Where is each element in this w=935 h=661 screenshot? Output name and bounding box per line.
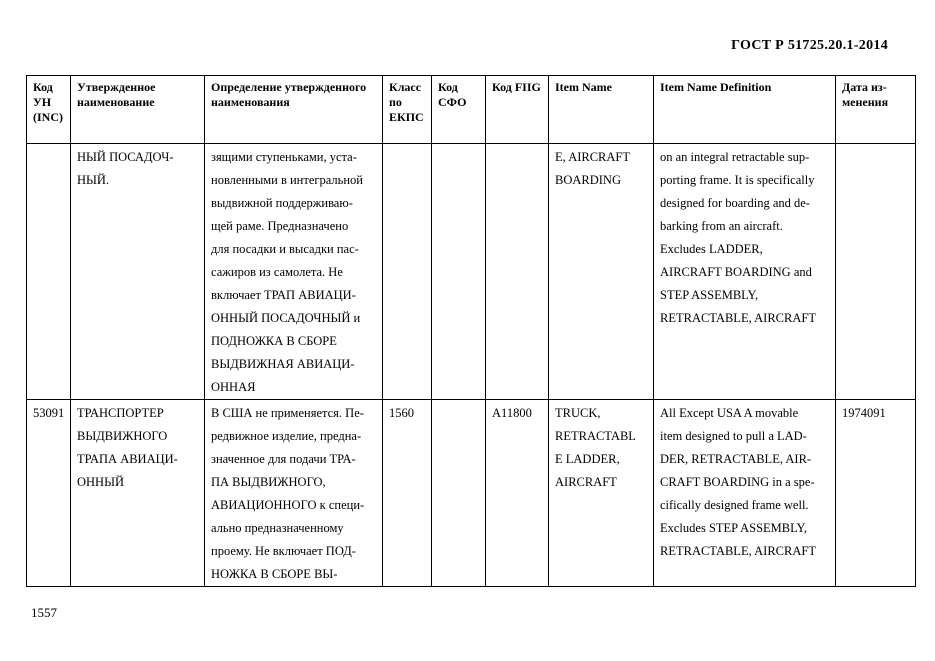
- cell-text-line: porting frame. It is specifically: [660, 173, 815, 187]
- cell-text-line: ВЫДВИЖНАЯ АВИАЦИ-: [211, 357, 355, 371]
- cell-ekps: [383, 144, 432, 400]
- cell-text-line: ально предназначенному: [211, 521, 344, 535]
- table-row: [27, 400, 916, 587]
- column-header-approved-name: Утвержденное наименование: [71, 76, 205, 144]
- cell-text-line: on an integral retractable sup-: [660, 150, 810, 164]
- document-code: ГОСТ Р 51725.20.1-2014: [731, 38, 888, 53]
- cell-text-line: редвижное изделие, предна-: [211, 429, 362, 443]
- cell-text-line: ТРАПА АВИАЦИ-: [77, 452, 178, 466]
- catalog-table: [26, 75, 916, 587]
- cell-approved-name: [71, 400, 205, 587]
- cell-text-line: AIRCRAFT BOARDING and: [660, 265, 812, 279]
- cell-fiig: [486, 144, 549, 400]
- cell-item-name: [549, 400, 654, 587]
- cell-text-line: CRAFT BOARDING in a spe-: [660, 475, 815, 489]
- cell-text-line: сажиров из самолета. Не: [211, 265, 343, 279]
- cell-text-line: ОННЫЙ: [77, 475, 125, 489]
- cell-text-line: DER, RETRACTABLE, AIR-: [660, 452, 812, 466]
- column-header-date: Дата из-менения: [836, 76, 916, 144]
- cell-text-line: RETRACTABLE, AIRCRAFT: [660, 311, 816, 325]
- cell-text-line: Excludes LADDER,: [660, 242, 763, 256]
- cell-text-line: НОЖКА В СБОРЕ ВЫ-: [211, 567, 338, 581]
- cell-text: 1560: [389, 406, 414, 420]
- cell-text-line: Excludes STEP ASSEMBLY,: [660, 521, 808, 535]
- cell-text: 1974091: [842, 406, 886, 420]
- cell-text-line: TRUCK,: [555, 406, 601, 420]
- cell-text-line: включает ТРАП АВИАЦИ-: [211, 288, 356, 302]
- cell-text-line: ВЫДВИЖНОГО: [77, 429, 168, 443]
- table-header-row: [27, 76, 916, 144]
- column-header-inc: Код УН (INC): [27, 76, 71, 144]
- cell-sfo: [432, 144, 486, 400]
- cell-text-line: НЫЙ.: [77, 173, 110, 187]
- cell-text-line: НЫЙ ПОСАДОЧ-: [77, 150, 174, 164]
- cell-item-name: [549, 144, 654, 400]
- cell-text-line: щей раме. Предназначено: [211, 219, 349, 233]
- table-row: [27, 144, 916, 400]
- cell-text-line: E LADDER,: [555, 452, 620, 466]
- cell-text-line: проему. Не включает ПОД-: [211, 544, 356, 558]
- cell-text-line: ПА ВЫДВИЖНОГО,: [211, 475, 326, 489]
- column-header-item-definition: Item Name Definition: [654, 76, 836, 144]
- cell-text-line: ПОДНОЖКА В СБОРЕ: [211, 334, 337, 348]
- page-number: 1557: [31, 605, 57, 620]
- cell-ekps: [383, 400, 432, 587]
- cell-text: A11800: [492, 406, 532, 420]
- cell-text-line: item designed to pull a LAD-: [660, 429, 807, 443]
- cell-text-line: E, AIRCRAFT: [555, 150, 631, 164]
- cell-approved-name: [71, 144, 205, 400]
- cell-text-line: STEP ASSEMBLY,: [660, 288, 759, 302]
- cell-sfo: [432, 400, 486, 587]
- cell-text-line: В США не применяется. Пе-: [211, 406, 364, 420]
- cell-text-line: BOARDING: [555, 173, 621, 187]
- cell-text-line: RETRACTABLE, AIRCRAFT: [660, 544, 816, 558]
- cell-text-line: barking from an aircraft.: [660, 219, 783, 233]
- cell-text-line: cifically designed frame well.: [660, 498, 809, 512]
- cell-text-line: ОННАЯ: [211, 380, 256, 394]
- cell-date: [836, 144, 916, 400]
- cell-item-definition: [654, 144, 836, 400]
- column-header-sfo: Код СФО: [432, 76, 486, 144]
- cell-text-line: RETRACTABL: [555, 429, 636, 443]
- cell-definition: [205, 144, 383, 400]
- column-header-definition: Определение утвержденного наименования: [205, 76, 383, 144]
- cell-text-line: новленными в интегральной: [211, 173, 363, 187]
- cell-fiig: [486, 400, 549, 587]
- column-header-fiig: Код FIIG: [486, 76, 549, 144]
- cell-text-line: designed for boarding and de-: [660, 196, 810, 210]
- cell-text-line: зящими ступеньками, уста-: [211, 150, 357, 164]
- cell-text-line: ТРАНСПОРТЕР: [77, 406, 164, 420]
- cell-inc: [27, 144, 71, 400]
- cell-text-line: AIRCRAFT: [555, 475, 617, 489]
- cell-text-line: выдвижной поддерживаю-: [211, 196, 353, 210]
- cell-text-line: для посадки и высадки пас-: [211, 242, 359, 256]
- column-header-ekps: Класс по ЕКПС: [383, 76, 432, 144]
- cell-text-line: АВИАЦИОННОГО к специ-: [211, 498, 365, 512]
- cell-text-line: значенное для подачи ТРА-: [211, 452, 356, 466]
- cell-definition: [205, 400, 383, 587]
- cell-inc: [27, 400, 71, 587]
- column-header-item-name: Item Name: [549, 76, 654, 144]
- cell-text-line: ОННЫЙ ПОСАДОЧНЫЙ и: [211, 311, 361, 325]
- cell-text-line: All Except USA A movable: [660, 406, 799, 420]
- cell-item-definition: [654, 400, 836, 587]
- cell-date: [836, 400, 916, 587]
- cell-text: 53091: [33, 406, 65, 420]
